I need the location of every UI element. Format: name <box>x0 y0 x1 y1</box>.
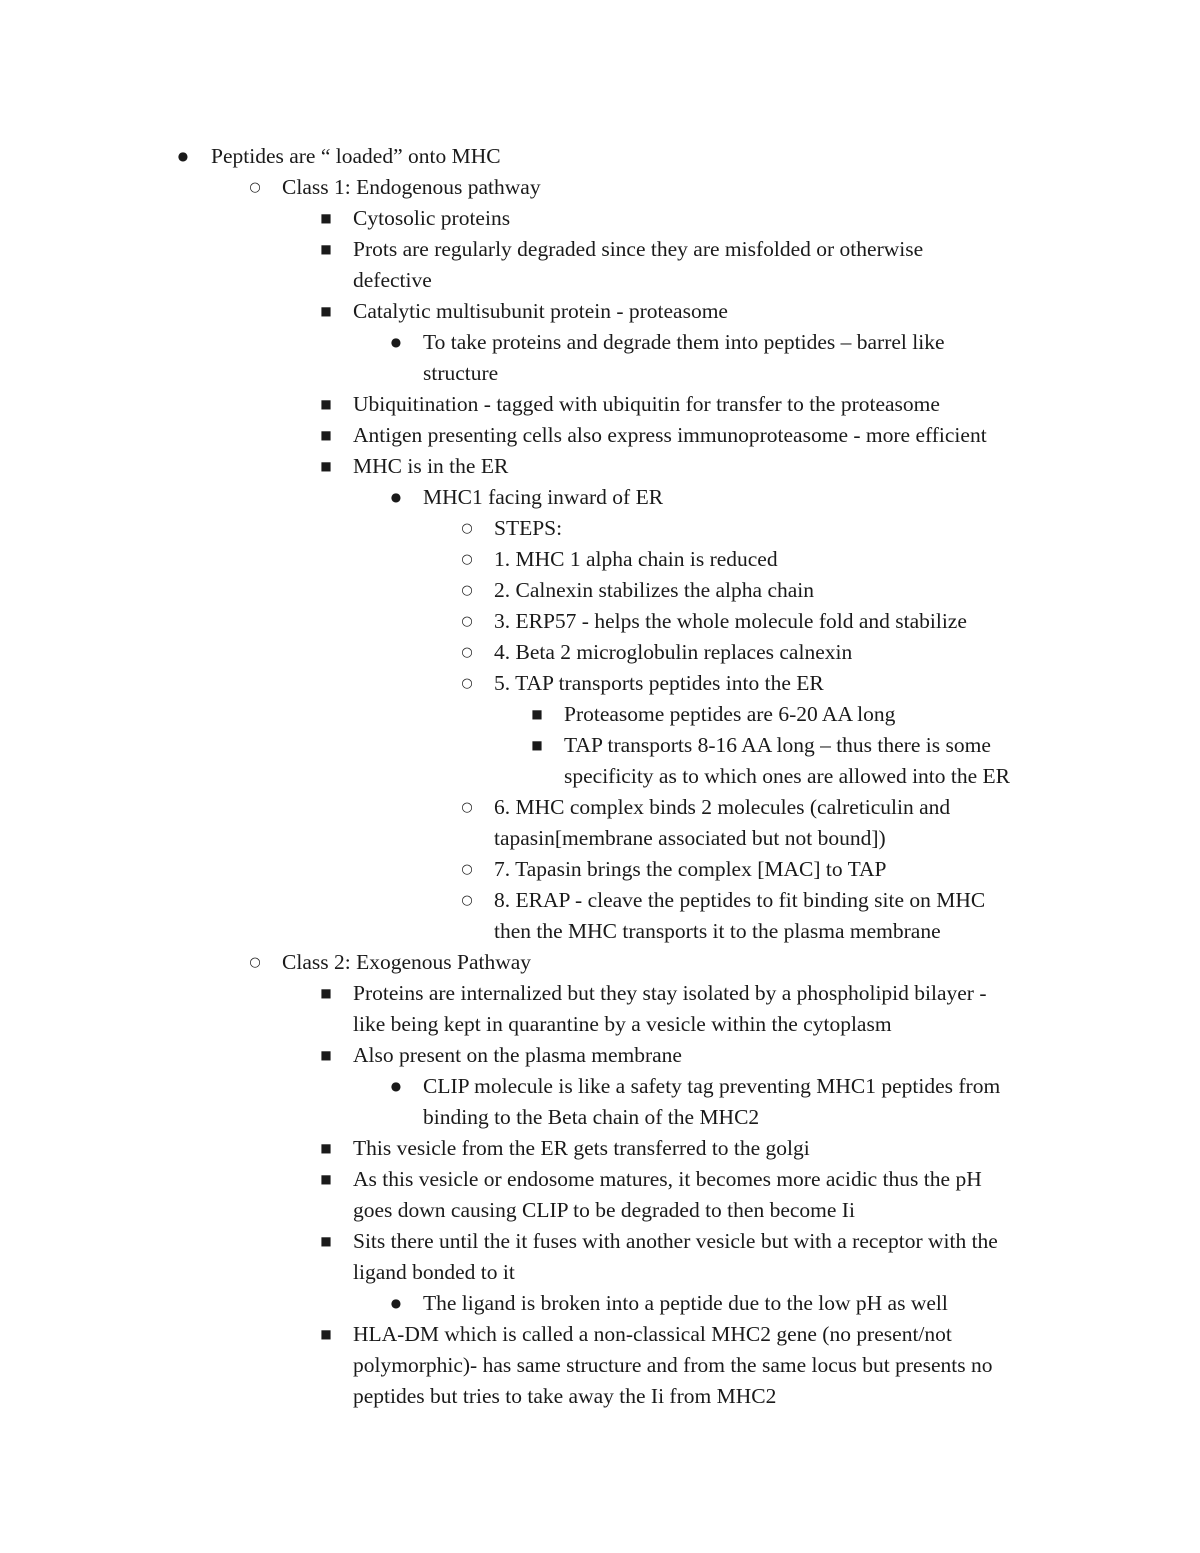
circle-bullet-icon: ○ <box>461 583 473 598</box>
circle-bullet-icon: ○ <box>461 893 473 908</box>
list-item: ○ 4. Beta 2 microglobulin replaces calnexin <box>0 637 1200 668</box>
square-bullet-icon: ■ <box>320 1141 332 1155</box>
list-item-continuation: specificity as to which ones are allowed into the ER <box>564 764 1010 788</box>
list-item-continuation: like being kept in quarantine by a vesicle within the cytoplasm <box>353 1012 892 1036</box>
list-item-continuation: polymorphic)- has same structure and from the same locus but presents no <box>353 1353 993 1377</box>
list-item: ● MHC1 facing inward of ER <box>0 482 1200 513</box>
list-item: ■ Proteasome peptides are 6-20 AA long <box>0 699 1200 730</box>
disc-bullet-icon: ● <box>177 149 189 163</box>
list-item: ● The ligand is broken into a peptide due to the low pH as well <box>0 1288 1200 1319</box>
square-bullet-icon: ■ <box>320 242 332 256</box>
list-item: ○ STEPS: <box>0 513 1200 544</box>
list-item: ○ 8. ERAP - cleave the peptides to fit binding site on MHC <box>0 885 1200 916</box>
circle-bullet-icon: ○ <box>249 955 261 970</box>
list-item: ■ As this vesicle or endosome matures, it becomes more acidic thus the pH <box>0 1164 1200 1195</box>
list-item-continuation: tapasin[membrane associated but not bound]) <box>494 826 886 850</box>
square-bullet-icon: ■ <box>531 707 543 721</box>
circle-bullet-icon: ○ <box>461 862 473 877</box>
circle-bullet-icon: ○ <box>461 521 473 536</box>
circle-bullet-icon: ○ <box>461 645 473 660</box>
square-bullet-icon: ■ <box>320 304 332 318</box>
list-item-continuation: defective <box>353 268 432 292</box>
list-item: ○ Class 1: Endogenous pathway <box>0 172 1200 203</box>
list-item: ● Peptides are “ loaded” onto MHC <box>0 141 1200 172</box>
disc-bullet-icon: ● <box>390 1296 402 1310</box>
square-bullet-icon: ■ <box>320 459 332 473</box>
list-item: ■ HLA-DM which is called a non-classical MHC2 gene (no present/not <box>0 1319 1200 1350</box>
list-item-continuation: structure <box>423 361 499 385</box>
square-bullet-icon: ■ <box>320 1234 332 1248</box>
square-bullet-icon: ■ <box>320 1327 332 1341</box>
list-item: ○ 5. TAP transports peptides into the ER <box>0 668 1200 699</box>
list-item: ■ This vesicle from the ER gets transferred to the golgi <box>0 1133 1200 1164</box>
list-item: ■ Ubiquitination - tagged with ubiquitin for transfer to the proteasome <box>0 389 1200 420</box>
list-item: ○ Class 2: Exogenous Pathway <box>0 947 1200 978</box>
disc-bullet-icon: ● <box>390 490 402 504</box>
list-item: ■ Catalytic multisubunit protein - proteasome <box>0 296 1200 327</box>
notes-outline <box>0 141 1200 1412</box>
list-item-continuation: ligand bonded to it <box>353 1260 515 1284</box>
list-item: ■ MHC is in the ER <box>0 451 1200 482</box>
square-bullet-icon: ■ <box>320 211 332 225</box>
list-item-continuation: peptides but tries to take away the Ii from MHC2 <box>353 1384 777 1408</box>
list-item: ■ Proteins are internalized but they stay isolated by a phospholipid bilayer - <box>0 978 1200 1009</box>
list-item-continuation: then the MHC transports it to the plasma membrane <box>494 919 941 943</box>
list-item: ■ Cytosolic proteins <box>0 203 1200 234</box>
circle-bullet-icon: ○ <box>461 614 473 629</box>
square-bullet-icon: ■ <box>320 986 332 1000</box>
list-item: ■ Antigen presenting cells also express immunoproteasome - more efficient <box>0 420 1200 451</box>
square-bullet-icon: ■ <box>320 397 332 411</box>
list-item: ● CLIP molecule is like a safety tag preventing MHC1 peptides from <box>0 1071 1200 1102</box>
disc-bullet-icon: ● <box>390 335 402 349</box>
list-item: ■ Also present on the plasma membrane <box>0 1040 1200 1071</box>
list-item: ○ 1. MHC 1 alpha chain is reduced <box>0 544 1200 575</box>
list-item: ○ 6. MHC complex binds 2 molecules (calreticulin and <box>0 792 1200 823</box>
list-item-continuation: binding to the Beta chain of the MHC2 <box>423 1105 760 1129</box>
square-bullet-icon: ■ <box>320 1048 332 1062</box>
list-item: ■ Prots are regularly degraded since they are misfolded or otherwise <box>0 234 1200 265</box>
list-item-continuation: goes down causing CLIP to be degraded to then become Ii <box>353 1198 855 1222</box>
list-item: ● To take proteins and degrade them into peptides – barrel like <box>0 327 1200 358</box>
square-bullet-icon: ■ <box>320 428 332 442</box>
list-item: ○ 3. ERP57 - helps the whole molecule fold and stabilize <box>0 606 1200 637</box>
square-bullet-icon: ■ <box>320 1172 332 1186</box>
list-item: ■ Sits there until the it fuses with another vesicle but with a receptor with the <box>0 1226 1200 1257</box>
circle-bullet-icon: ○ <box>461 552 473 567</box>
list-item: ○ 7. Tapasin brings the complex [MAC] to TAP <box>0 854 1200 885</box>
circle-bullet-icon: ○ <box>461 800 473 815</box>
circle-bullet-icon: ○ <box>461 676 473 691</box>
list-item: ○ 2. Calnexin stabilizes the alpha chain <box>0 575 1200 606</box>
disc-bullet-icon: ● <box>390 1079 402 1093</box>
square-bullet-icon: ■ <box>531 738 543 752</box>
list-item: ■ TAP transports 8-16 AA long – thus there is some <box>0 730 1200 761</box>
circle-bullet-icon: ○ <box>249 180 261 195</box>
